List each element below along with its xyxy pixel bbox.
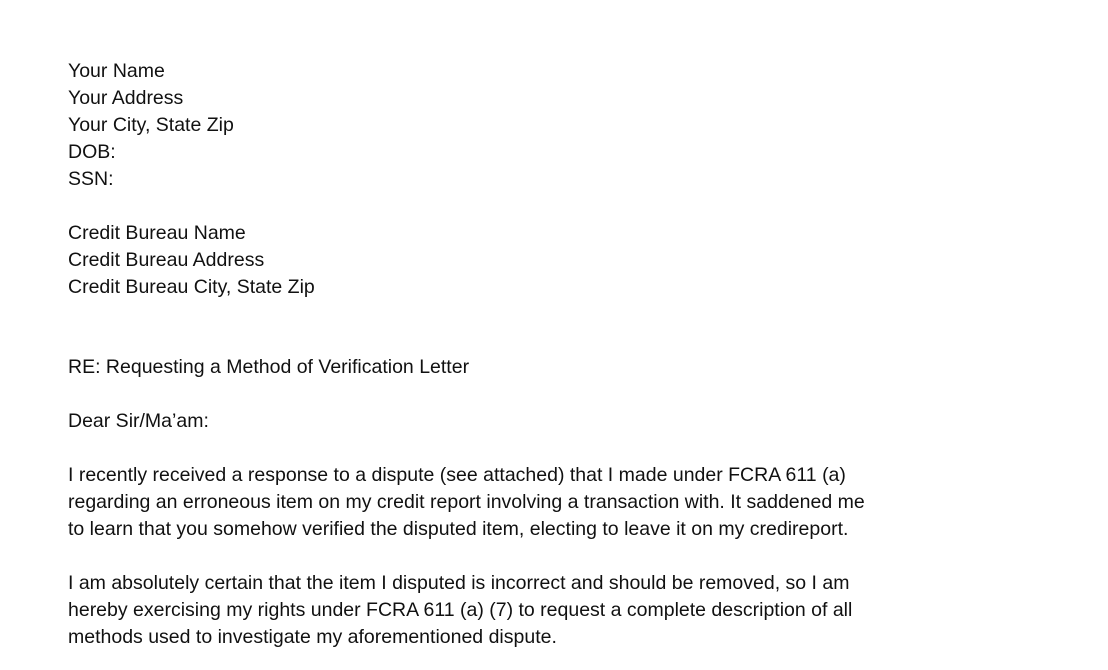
section-gap xyxy=(68,435,1028,462)
sender-address: Your Address xyxy=(68,87,184,109)
sender-ssn-label: SSN: xyxy=(68,168,114,190)
recipient-address: Credit Bureau Address xyxy=(68,249,265,271)
body-paragraph-2 xyxy=(68,570,1028,651)
body-paragraph-2-line-2: hereby exercising my rights under FCRA 611 (a) (7) to request a complete description of all xyxy=(68,599,853,621)
recipient-name: Credit Bureau Name xyxy=(68,222,246,244)
sender-city-state-zip: Your City, State Zip xyxy=(68,114,234,136)
body-paragraph-1-line-3: to learn that you somehow verified the disputed item, electing to leave it on my credireport. xyxy=(68,518,849,540)
body-paragraph-2-line-3: methods used to investigate my aforementioned dispute. xyxy=(68,626,557,648)
subject-line: RE: Requesting a Method of Verification Letter xyxy=(68,356,470,378)
body-paragraph-2-line-1: I am absolutely certain that the item I disputed is incorrect and should be removed, so I am xyxy=(68,572,850,594)
section-gap xyxy=(68,193,1028,220)
sender-name: Your Name xyxy=(68,60,165,82)
salutation: Dear Sir/Ma’am: xyxy=(68,410,209,432)
body-paragraph-1 xyxy=(68,462,1028,543)
section-gap xyxy=(68,301,1028,354)
section-gap xyxy=(68,381,1028,408)
body-paragraph-1-line-1: I recently received a response to a dispute (see attached) that I made under FCRA 611 (a) xyxy=(68,464,846,486)
section-gap xyxy=(68,543,1028,570)
letter-body xyxy=(68,58,1028,651)
body-paragraph-1-line-2: regarding an erroneous item on my credit report involving a transaction with. It saddened me xyxy=(68,491,865,513)
recipient-city-state-zip: Credit Bureau City, State Zip xyxy=(68,276,315,298)
sender-dob-label: DOB: xyxy=(68,141,116,163)
